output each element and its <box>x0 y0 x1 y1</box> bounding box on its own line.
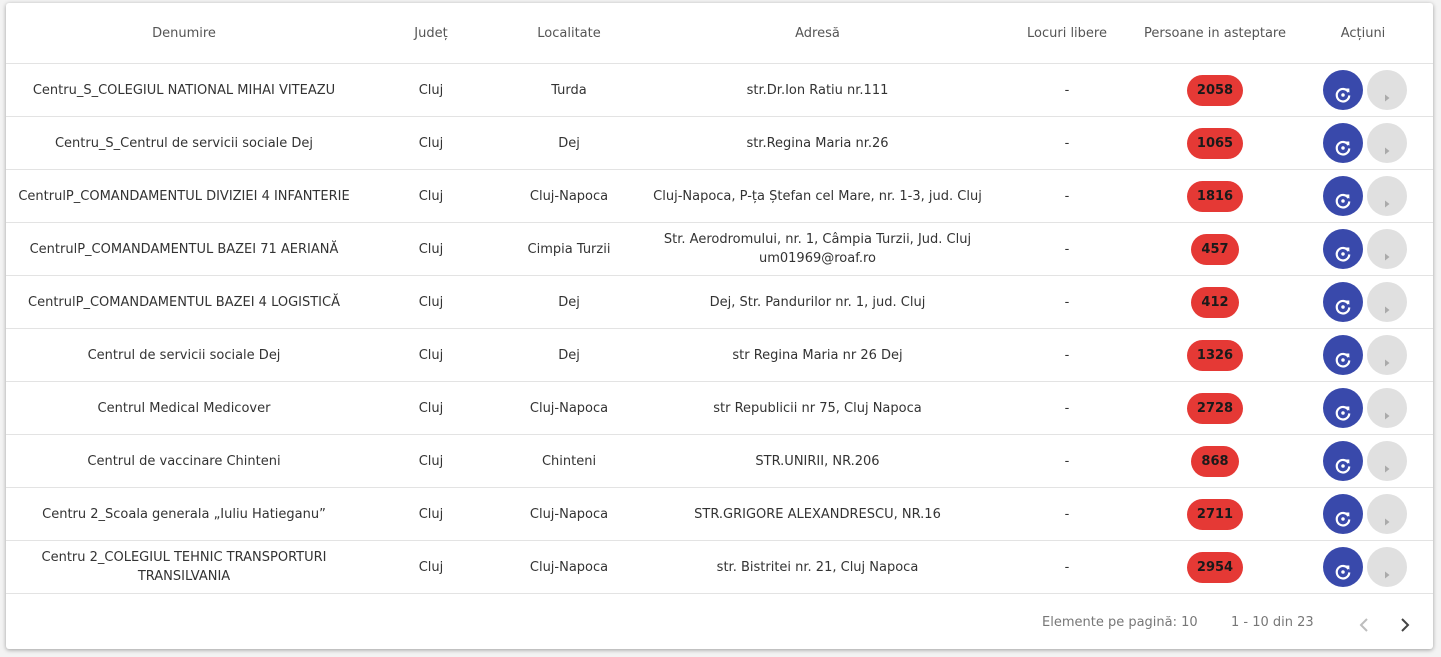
cell-locuri: - <box>997 223 1137 276</box>
cell-denumire: Centrul de servicii sociale Dej <box>6 329 362 382</box>
refresh-button[interactable] <box>1323 123 1363 163</box>
cell-localitate: Cluj-Napoca <box>500 541 638 594</box>
cell-denumire: Centru 2_COLEGIUL TEHNIC TRANSPORTURI TRANSILVANIA <box>6 541 362 594</box>
waiting-count-badge: 2711 <box>1187 499 1243 530</box>
cell-judet: Cluj <box>362 276 500 329</box>
play-icon <box>1382 570 1392 580</box>
refresh-button[interactable] <box>1323 229 1363 269</box>
header-actiuni: Acțiuni <box>1293 3 1433 64</box>
cell-adresa: str.Regina Maria nr.26 <box>638 117 997 170</box>
cell-judet: Cluj <box>362 329 500 382</box>
cell-denumire: CentrulP_COMANDAMENTUL BAZEI 4 LOGISTICĂ <box>6 276 362 329</box>
waiting-count-badge: 457 <box>1191 234 1239 265</box>
chevron-right-icon <box>1393 613 1417 637</box>
cell-persoane <box>1137 435 1293 488</box>
cell-actiuni <box>1293 170 1433 223</box>
refresh-icon <box>1333 403 1353 423</box>
cell-adresa: str Regina Maria nr 26 Dej <box>638 329 997 382</box>
play-icon <box>1382 305 1392 315</box>
cell-localitate: Dej <box>500 329 638 382</box>
cell-judet: Cluj <box>362 382 500 435</box>
header-adresa[interactable]: Adresă <box>638 3 997 64</box>
cell-localitate: Chinteni <box>500 435 638 488</box>
refresh-icon <box>1333 350 1353 370</box>
centers-table <box>6 3 1433 594</box>
play-button[interactable] <box>1367 123 1407 163</box>
table-row <box>6 382 1433 435</box>
cell-localitate: Cluj-Napoca <box>500 488 638 541</box>
chevron-left-icon <box>1352 613 1376 637</box>
cell-persoane <box>1137 117 1293 170</box>
cell-persoane <box>1137 329 1293 382</box>
cell-localitate: Cluj-Napoca <box>500 382 638 435</box>
cell-locuri: - <box>997 541 1137 594</box>
refresh-button[interactable] <box>1323 547 1363 587</box>
cell-actiuni <box>1293 64 1433 117</box>
play-button[interactable] <box>1367 335 1407 375</box>
refresh-icon <box>1333 562 1353 582</box>
refresh-icon <box>1333 138 1353 158</box>
cell-actiuni <box>1293 329 1433 382</box>
prev-page-button[interactable] <box>1352 613 1376 637</box>
cell-localitate: Dej <box>500 276 638 329</box>
play-button[interactable] <box>1367 70 1407 110</box>
refresh-icon <box>1333 244 1353 264</box>
cell-localitate: Cluj-Napoca <box>500 170 638 223</box>
next-page-button[interactable] <box>1393 613 1417 637</box>
waiting-count-badge: 2058 <box>1187 75 1243 106</box>
refresh-button[interactable] <box>1323 176 1363 216</box>
cell-actiuni <box>1293 382 1433 435</box>
cell-adresa: str.Dr.Ion Ratiu nr.111 <box>638 64 997 117</box>
cell-actiuni <box>1293 435 1433 488</box>
play-button[interactable] <box>1367 176 1407 216</box>
cell-adresa: Str. Aerodromului, nr. 1, Câmpia Turzii, Jud. Cluj um01969@roaf.ro <box>638 223 997 276</box>
play-button[interactable] <box>1367 282 1407 322</box>
page-size-label: Elemente pe pagină: 10 <box>1042 615 1198 630</box>
cell-denumire: Centrul de vaccinare Chinteni <box>6 435 362 488</box>
cell-localitate: Turda <box>500 64 638 117</box>
table-row <box>6 117 1433 170</box>
play-icon <box>1382 464 1392 474</box>
cell-judet: Cluj <box>362 435 500 488</box>
waiting-count-badge: 412 <box>1191 287 1239 318</box>
table-row <box>6 329 1433 382</box>
cell-judet: Cluj <box>362 117 500 170</box>
play-icon <box>1382 93 1392 103</box>
refresh-button[interactable] <box>1323 388 1363 428</box>
header-persoane-asteptare[interactable]: Persoane in asteptare <box>1137 3 1293 64</box>
table-row <box>6 223 1433 276</box>
waiting-count-badge: 868 <box>1191 446 1239 477</box>
cell-judet: Cluj <box>362 541 500 594</box>
cell-locuri: - <box>997 488 1137 541</box>
cell-adresa: Dej, Str. Pandurilor nr. 1, jud. Cluj <box>638 276 997 329</box>
cell-judet: Cluj <box>362 170 500 223</box>
refresh-icon <box>1333 456 1353 476</box>
cell-persoane <box>1137 541 1293 594</box>
refresh-button[interactable] <box>1323 70 1363 110</box>
cell-denumire: Centrul Medical Medicover <box>6 382 362 435</box>
refresh-icon <box>1333 191 1353 211</box>
header-locuri-libere[interactable]: Locuri libere <box>997 3 1137 64</box>
header-localitate[interactable]: Localitate <box>500 3 638 64</box>
table-row <box>6 64 1433 117</box>
refresh-button[interactable] <box>1323 335 1363 375</box>
cell-persoane <box>1137 223 1293 276</box>
cell-judet: Cluj <box>362 223 500 276</box>
cell-persoane <box>1137 276 1293 329</box>
header-row <box>6 3 1433 64</box>
cell-locuri: - <box>997 170 1137 223</box>
header-judet[interactable]: Județ <box>362 3 500 64</box>
play-icon <box>1382 517 1392 527</box>
cell-actiuni <box>1293 541 1433 594</box>
cell-judet: Cluj <box>362 488 500 541</box>
cell-locuri: - <box>997 64 1137 117</box>
refresh-icon <box>1333 297 1353 317</box>
table-row <box>6 170 1433 223</box>
cell-persoane <box>1137 64 1293 117</box>
cell-actiuni <box>1293 276 1433 329</box>
waiting-count-badge: 1065 <box>1187 128 1243 159</box>
play-button[interactable] <box>1367 547 1407 587</box>
waiting-count-badge: 2728 <box>1187 393 1243 424</box>
play-icon <box>1382 146 1392 156</box>
cell-localitate: Cimpia Turzii <box>500 223 638 276</box>
cell-denumire: CentrulP_COMANDAMENTUL DIVIZIEI 4 INFANTERIE <box>6 170 362 223</box>
cell-localitate: Dej <box>500 117 638 170</box>
play-button[interactable] <box>1367 388 1407 428</box>
table-row <box>6 488 1433 541</box>
cell-locuri: - <box>997 329 1137 382</box>
cell-actiuni <box>1293 223 1433 276</box>
refresh-button[interactable] <box>1323 494 1363 534</box>
cell-persoane <box>1137 382 1293 435</box>
table-row <box>6 541 1433 594</box>
header-denumire[interactable]: Denumire <box>6 3 362 64</box>
cell-persoane <box>1137 170 1293 223</box>
play-icon <box>1382 252 1392 262</box>
cell-actiuni <box>1293 488 1433 541</box>
play-icon <box>1382 199 1392 209</box>
cell-denumire: CentrulP_COMANDAMENTUL BAZEI 71 AERIANĂ <box>6 223 362 276</box>
play-icon <box>1382 358 1392 368</box>
table-row <box>6 435 1433 488</box>
waiting-count-badge: 1816 <box>1187 181 1243 212</box>
refresh-button[interactable] <box>1323 441 1363 481</box>
cell-locuri: - <box>997 117 1137 170</box>
cell-locuri: - <box>997 276 1137 329</box>
play-button[interactable] <box>1367 494 1407 534</box>
cell-locuri: - <box>997 382 1137 435</box>
cell-adresa: STR.GRIGORE ALEXANDRESCU, NR.16 <box>638 488 997 541</box>
cell-denumire: Centru_S_COLEGIUL NATIONAL MIHAI VITEAZU <box>6 64 362 117</box>
play-button[interactable] <box>1367 441 1407 481</box>
refresh-icon <box>1333 509 1353 529</box>
cell-adresa: Cluj-Napoca, P-ța Ștefan cel Mare, nr. 1-3, jud. Cluj <box>638 170 997 223</box>
cell-denumire: Centru 2_Scoala generala „Iuliu Hatieganu” <box>6 488 362 541</box>
cell-adresa: str Republicii nr 75, Cluj Napoca <box>638 382 997 435</box>
play-button[interactable] <box>1367 229 1407 269</box>
cell-adresa: str. Bistritei nr. 21, Cluj Napoca <box>638 541 997 594</box>
table-row <box>6 276 1433 329</box>
cell-locuri: - <box>997 435 1137 488</box>
play-icon <box>1382 411 1392 421</box>
paginator <box>6 593 1433 649</box>
page-range-label: 1 - 10 din 23 <box>1231 615 1314 630</box>
cell-judet: Cluj <box>362 64 500 117</box>
refresh-icon <box>1333 85 1353 105</box>
waiting-count-badge: 2954 <box>1187 552 1243 583</box>
cell-adresa: STR.UNIRII, NR.206 <box>638 435 997 488</box>
cell-denumire: Centru_S_Centrul de servicii sociale Dej <box>6 117 362 170</box>
waiting-count-badge: 1326 <box>1187 340 1243 371</box>
cell-persoane <box>1137 488 1293 541</box>
refresh-button[interactable] <box>1323 282 1363 322</box>
cell-actiuni <box>1293 117 1433 170</box>
centers-card <box>6 3 1433 649</box>
